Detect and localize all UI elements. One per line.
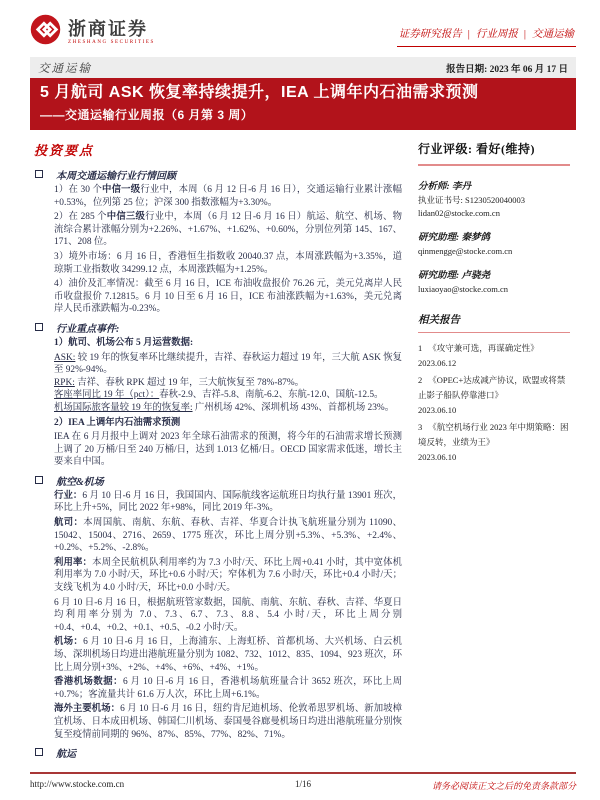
related-report-item[interactable] [418,420,570,465]
report-tag: 交通运输 [532,29,574,40]
bullet-list [30,167,402,760]
bullet-heading: 本周交通运输行业行情回顾 [56,171,176,182]
disclaimer-text: 请务必阅读正文之后的免责条款部分 [431,781,576,791]
content-area [0,130,600,764]
analyst-block [418,178,570,296]
footer-divider [30,772,576,774]
bullet-square-icon [35,323,43,331]
analyst-name: 研究助理: 卢骁尧 [418,271,491,281]
investment-highlights-title: 投资要点 [34,143,95,158]
bullet-heading: 行业重点事件: [56,323,120,335]
report-date: 2023.06.10 [418,452,457,462]
bullet-section [30,320,402,469]
report-subtitle: ——交通运输行业周报（6 月第 3 周） [40,108,254,122]
report-index: 3 [418,422,423,432]
paragraph: 2）在 285 个中信三级行业中，本周（6 月 12 日-6 月 16 日）航运、航空、机场、物流综合累计涨幅分别为+2.26%、+1.67%、+1.62%、+0.60%，分别位列第 145、167、171、208 位。 [54,212,402,248]
industry-band [30,57,576,78]
analyst-entry [418,267,570,296]
analyst-email[interactable]: qinmengge@stocke.com.cn [418,246,513,256]
paragraph: 6 月 10 日-6 月 16 日，根据航班管家数据，国航、南航、东航、春秋、吉祥、华夏日均利用率分别为 7.0、7.3、6.7、7.3、8.8、5.4 小时/天，环比上周分别+0.4、+0.4、+0.2、+0.1、+0.5、-0.2 小时/天。 [54,597,402,633]
report-title: 《攻守兼可选，再谋确定性》 [428,343,539,353]
report-header [0,0,600,130]
related-report-item[interactable] [418,373,570,418]
bullet-square-icon [35,170,43,178]
related-reports-list [418,341,570,465]
brand-logo [30,14,155,50]
paragraph: 机场国际旅客量较 19 年的恢复率: 广州机场 42%、深圳机场 43%、首都机场 23%。 [54,402,395,413]
analyst-email[interactable]: lidan02@stocke.com.cn [418,208,500,218]
report-tag: 行业周报 [475,29,518,40]
report-title: 5 月航司 ASK 恢复率持续提升，IEA 上调年内石油需求预测 [40,84,479,101]
report-index: 1 [418,343,423,353]
paragraph: 机场：6 月 10 日-6 月 16 日，上海浦东、上海虹桥、首都机场、大兴机场、白云机场、深圳机场日均进出港航班量分别为 1082、732、1012、835、1094、923 班次，环比上周分别+3%、+2%、+4%、+6%、+4%、+1%。 [54,637,402,673]
paragraph: 2）IEA 上调年内石油需求预测 [54,417,181,428]
industry-label: 交通运输 [38,62,92,75]
paragraph: 海外主要机场：6 月 10 日-6 月 16 日，纽约肯尼迪机场、伦敦希思罗机场、新加坡樟宜机场、日本成田机场、韩国仁川机场、泰国曼谷廊曼机场日均进出港航班量分别恢复至疫情前同期的 96%、87%、85%、77%、82%、71%。 [54,704,402,740]
left-column [30,138,402,764]
report-index: 2 [418,375,423,385]
sidebar [418,138,570,764]
paragraph: RPK: 吉祥、春秋 RPK 超过 19 年，三大航恢复至 78%-87%。 [54,377,305,388]
tag-separator: | [523,29,526,40]
related-report-item[interactable] [418,341,570,371]
paragraph: IEA 在 6 月月报中上调对 2023 年全球石油需求的预测，将今年的石油需求增长预测上调了 20 万桶/日至 240 万桶/日，达到 1.013 亿桶/日。OECD 国家需求低迷，增长主要来自中国。 [54,432,402,468]
bullet-square-icon [35,476,43,484]
paragraph: ASK: 较 19 年的恢复率环比继续提升，吉祥、春秋运力超过 19 年，三大航 ASK 恢复至 92%-94%。 [54,352,402,376]
bullet-section [30,473,402,741]
paragraph: 香港机场数据：6 月 10 日-6 月 16 日，香港机场航班量合计 3652 班次，环比上周+0.7%；客流量共计 61.6 万人次，环比上周+6.1%。 [54,677,402,700]
paragraph: 4）油价及汇率情况：截至 6 月 16 日，ICE 布油收盘报价 76.26 元，美元兑离岸人民币收盘报价 7.12815。6 月 10 日至 6 月 16 日，ICE 布油涨跌幅为+1.63%，美元兑离岸人民币涨跌幅为-0.23%。 [54,279,402,315]
report-title: 《航空机场行业 2023 年中期策略：困境反转，业绩为王》 [418,422,569,447]
paragraph: 1）在 30 个中信一级行业中，本周（6 月 12 日-6 月 16 日），交通运输行业累计涨幅+0.53%，位列第 25 位；沪深 300 指数涨幅为+3.30%。 [54,185,402,208]
report-title: 《OPEC+达成减产协议，欧盟或将禁止影子船队停靠港口》 [418,375,566,400]
title-banner [30,78,576,130]
bullet-heading: 航空&机场 [56,476,104,488]
report-date: 报告日期: 2023 年 06 月 17 日 [446,64,568,75]
report-tag: 证券研究报告 [398,29,462,40]
report-type-tags [397,26,576,47]
analyst-name: 研究助理: 秦梦鸽 [418,233,491,243]
paragraph: 航司：本周国航、南航、东航、春秋、吉祥、华夏合计执飞航班量分别为 11090、15042、15004、2716、2659、1775 班次，环比上周分别+5.3%、+5.3%、+2.4%、+0.2%、+5.2%、-2.8%。 [54,518,402,554]
analyst-entry [418,178,570,220]
site-url[interactable]: http://www.stocke.com.cn [30,779,125,789]
page-number: 1/16 [294,779,312,789]
bullet-section [30,167,402,316]
paragraph: 行业：6 月 10 日-6 月 16 日，我国国内、国际航线客运航班日均执行量 13901 班次，环比上升+5%，同比 2022 年+98%，同比 2019 年-3%。 [54,490,402,514]
analyst-email[interactable]: luxiaoyao@stocke.com.cn [418,284,508,294]
paragraph: 3）境外市场：6 月 16 日，香港恒生指数收 20040.37 点，本周涨跌幅为+3.35%，道琼斯工业指数收 34299.12 点，本周涨跌幅为+1.25%。 [54,251,402,275]
paragraph: 利用率：本周全民航机队利用率约为 7.3 小时/天、环比上周+0.41 小时，其中宽体机利用率为 7.0 小时/天，环比+0.6 小时/天；窄体机为 7.6 小时/天，环比+0.4 小时/天；支线飞机为 4.0 小时/天，环比+0.0 小时/天。 [54,557,402,594]
analyst-name: 分析师: 李丹 [418,182,472,192]
analyst-cert-number: 执业证书号: S1230520040003 [418,195,525,205]
zheshang-emblem-icon [30,14,61,50]
report-date: 2023.06.12 [418,358,457,368]
report-date: 2023.06.10 [418,405,457,415]
industry-rating: 行业评级: 看好(维持) [418,140,570,166]
bullet-heading: 航运 [56,749,76,761]
brand-name-en: ZHESHANG SECURITIES [68,39,155,45]
related-reports-title: 相关报告 [418,312,570,333]
paragraph: 1）航司、机场公布 5 月运营数据: [54,337,194,348]
paragraph: 客座率同比 19 年（pct）：春秋-2.9、吉祥-5.8、南航-6.2、东航-12.0、国航-12.5。 [54,390,384,401]
brand-name: 浙商证券 [68,18,148,39]
tag-separator: | [467,29,470,40]
bullet-section [30,745,402,760]
page-footer [30,770,576,792]
analyst-entry [418,229,570,258]
bullet-square-icon [35,748,43,756]
